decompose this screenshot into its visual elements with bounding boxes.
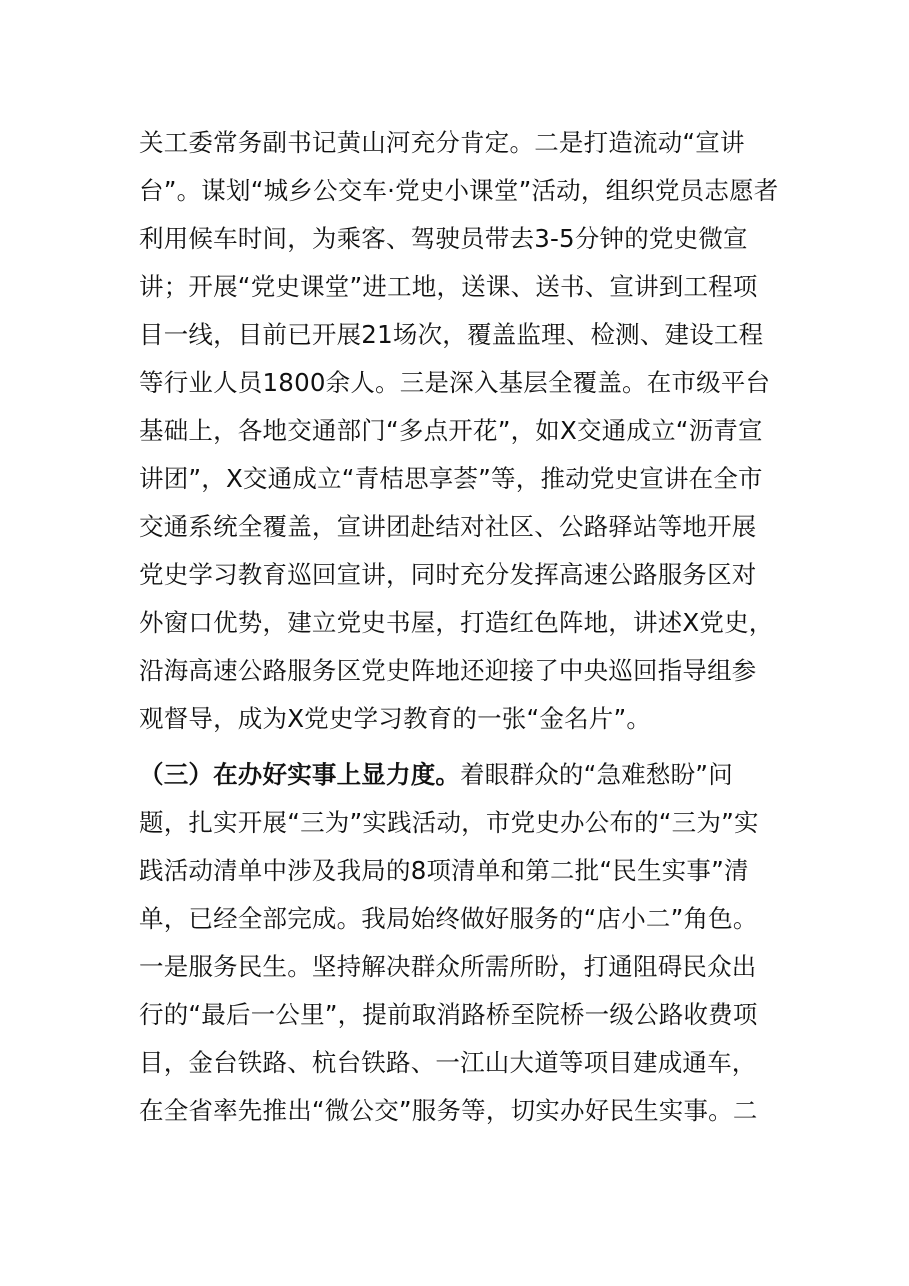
paragraph-line: 观督导，成为X党史学习教育的一张“金名片”。	[139, 704, 652, 733]
paragraph-line: 外窗口优势，建立党史书屋，打造红色阵地，讲述X党史，	[139, 608, 774, 637]
paragraph-line: 利用候车时间，为乘客、驾驶员带去3-5分钟的党史微宣	[139, 224, 748, 253]
paragraph-line: 目一线，目前已开展21场次，覆盖监理、检测、建设工程	[139, 320, 764, 349]
section-heading-continuation: 着眼群众的“急难愁盼”问	[460, 760, 733, 789]
paragraph-line: 践活动清单中涉及我局的8项清单和第二批“民生实事”清	[139, 856, 749, 885]
paragraph-line: 党史学习教育巡回宣讲，同时充分发挥高速公路服务区对	[139, 560, 757, 589]
paragraph-line: 讲团”，X交通成立“青桔思享荟”等，推动党史宣讲在全市	[139, 464, 763, 493]
section-heading: （三）在办好实事上显力度。	[139, 760, 461, 789]
paragraph-line: 台”。谋划“城乡公交车·党史小课堂”活动，组织党员志愿者	[139, 176, 779, 205]
paragraph-line: 交通系统全覆盖，宣讲团赴结对社区、公路驿站等地开展	[139, 512, 757, 541]
paragraph-line: 在全省率先推出“微公交”服务等，切实办好民生实事。二	[139, 1096, 758, 1125]
paragraph-line: 等行业人员1800余人。三是深入基层全覆盖。在市级平台	[139, 368, 771, 397]
paragraph-line: 一是服务民生。坚持解决群众所需所盼，打通阻碍民众出	[139, 952, 757, 981]
paragraph-line: 单，已经全部完成。我局始终做好服务的“店小二”角色。	[139, 904, 758, 933]
paragraph-line: 讲；开展“党史课堂”进工地，送课、送书、宣讲到工程项	[139, 272, 758, 301]
paragraph-line: 沿海高速公路服务区党史阵地还迎接了中央巡回指导组参	[139, 656, 757, 685]
paragraph-line: 目，金台铁路、杭台铁路、一江山大道等项目建成通车，	[139, 1048, 757, 1077]
paragraph-line: 行的“最后一公里”，提前取消路桥至院桥一级公路收费项	[139, 1000, 758, 1029]
paragraph-line: 关工委常务副书记黄山河充分肯定。二是打造流动“宣讲	[139, 128, 745, 157]
paragraph-line: 基础上，各地交通部门“多点开花”，如X交通成立“沥青宣	[139, 416, 763, 445]
section-heading-line	[139, 758, 733, 792]
paragraph-line: 题，扎实开展“三为”实践活动，市党史办公布的“三为”实	[139, 808, 759, 837]
